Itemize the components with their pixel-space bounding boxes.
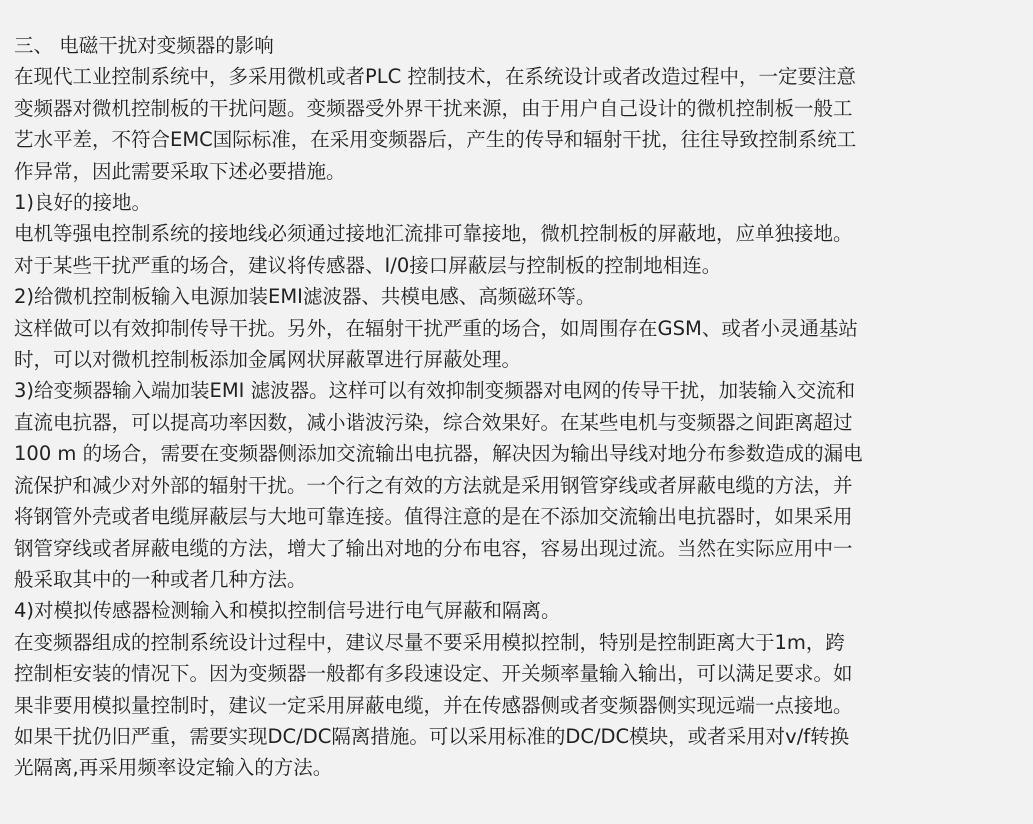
text-line: 般采取其中的一种或者几种方法。 xyxy=(14,567,307,591)
text-line: 电机等强电控制系统的接地线必须通过接地汇流排可靠接地，微机控制板的屏蔽地，应单独接地。 xyxy=(14,222,853,246)
text-line: 在现代工业控制系统中，多采用微机或者PLC 控制技术，在系统设计或者改造过程中，一定要注意 xyxy=(14,65,856,89)
text-line: 如果干扰仍旧严重，需要实现DC/DC隔离措施。可以采用标准的DC/DC模块，或者采用对v/f转换 xyxy=(14,724,850,748)
text-line: 在变频器组成的控制系统设计过程中，建议尽量不要采用模拟控制，特别是控制距离大于1m，跨 xyxy=(14,630,845,654)
text-line: 时，可以对微机控制板添加金属网状屏蔽罩进行屏蔽处理。 xyxy=(14,348,522,372)
text-line: 艺水平差，不符合EMC国际标准，在采用变频器后，产生的传导和辐射干扰，往往导致控制系统工 xyxy=(14,128,857,152)
list-item-heading: 3)给变频器输入端加装EMI 滤波器。这样可以有效抑制变频器对电网的传导干扰，加装输入交流和 xyxy=(14,379,856,403)
text-line: 钢管穿线或者屏蔽电缆的方法，增大了输出对地的分布电容，容易出现过流。当然在实际应用中一 xyxy=(14,536,853,560)
section-heading: 三、 电磁干扰对变频器的影响 xyxy=(14,34,274,57)
text-line: 100 m 的场合，需要在变频器侧添加交流输出电抗器，解决因为输出导线对地分布参数造成的漏电 xyxy=(14,442,863,466)
text-line: 作异常，因此需要采取下述必要措施。 xyxy=(14,159,346,183)
text-line: 变频器对微机控制板的干扰问题。变频器受外界干扰来源，由于用户自己设计的微机控制板一般工 xyxy=(14,96,853,120)
text-line: 控制柜安装的情况下。因为变频器一般都有多段速设定、开关频率量输入输出，可以满足要求。如 xyxy=(14,662,853,686)
text-line: 将钢管外壳或者电缆屏蔽层与大地可靠连接。值得注意的是在不添加交流输出电抗器时，如果采用 xyxy=(14,505,853,529)
text-line: 流保护和减少对外部的辐射干扰。一个行之有效的方法就是采用钢管穿线或者屏蔽电缆的方法，并 xyxy=(14,473,853,497)
list-item-heading: 2)给微机控制板输入电源加装EMI滤波器、共模电感、高频磁环等。 xyxy=(14,285,596,309)
text-line: 直流电抗器，可以提高功率因数，减小谐波污染，综合效果好。在某些电机与变频器之间距离超过 xyxy=(14,410,853,434)
list-item-heading: 4)对模拟传感器检测输入和模拟控制信号进行电气屏蔽和隔离。 xyxy=(14,599,561,623)
text-line: 对于某些干扰严重的场合，建议将传感器、I/0接口屏蔽层与控制板的控制地相连。 xyxy=(14,253,722,277)
list-item-heading: 1)良好的接地。 xyxy=(14,191,152,215)
text-line: 光隔离,再采用频率设定输入的方法。 xyxy=(14,756,333,780)
text-line: 这样做可以有效抑制传导干扰。另外，在辐射干扰严重的场合，如周围存在GSM、或者小灵通基站 xyxy=(14,316,858,340)
text-line: 果非要用模拟量控制时，建议一定采用屏蔽电缆，并在传感器侧或者变频器侧实现远端一点接地。 xyxy=(14,693,853,717)
